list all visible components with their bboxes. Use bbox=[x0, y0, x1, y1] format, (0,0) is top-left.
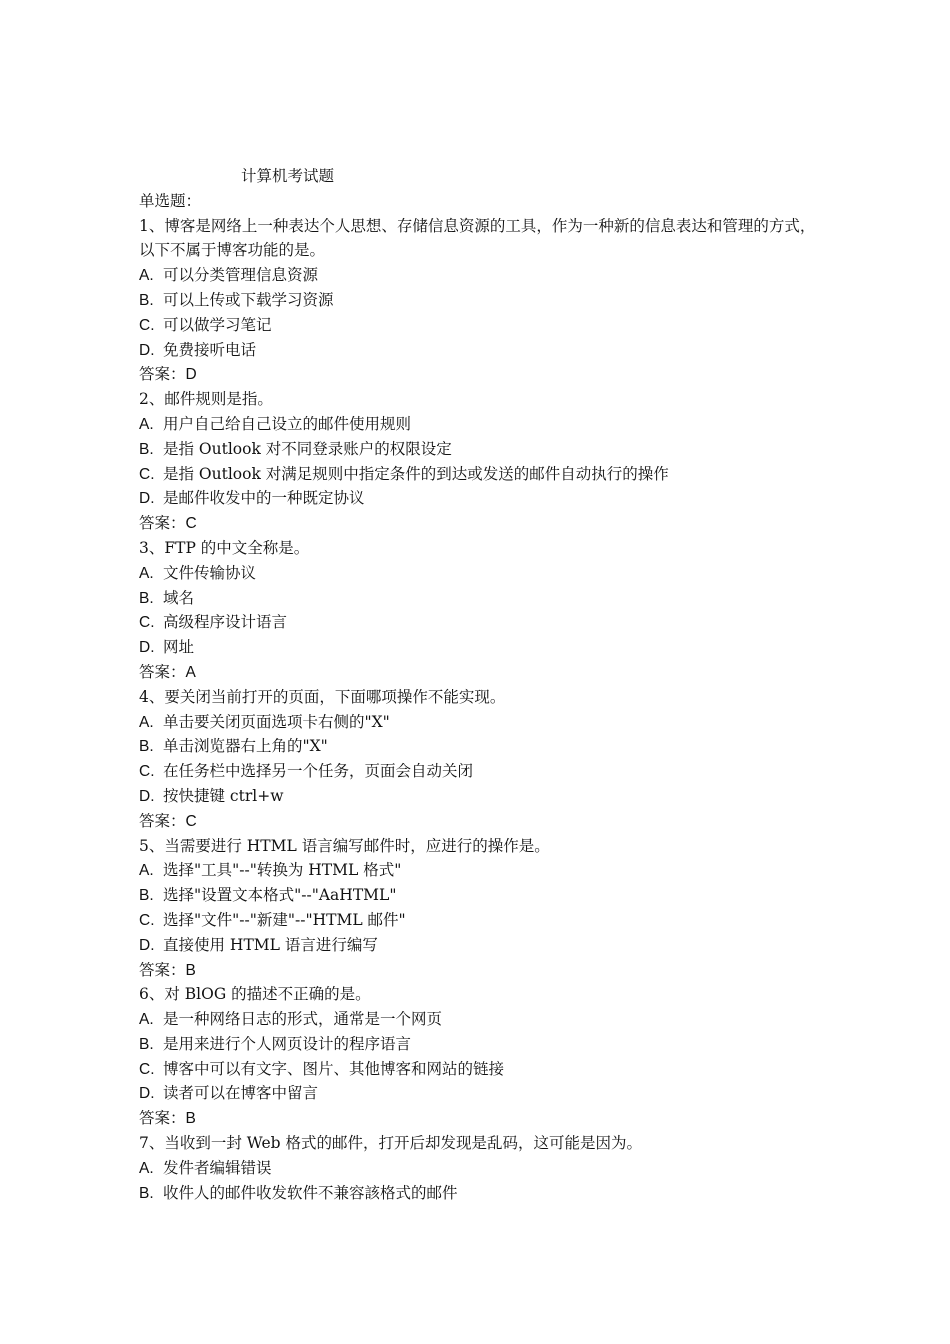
option-letter: A. bbox=[139, 267, 154, 285]
option-text: 选择"文件"--"新建"--"HTML 邮件" bbox=[163, 910, 406, 929]
option-text: 是指 Outlook 对不同登录账户的权限设定 bbox=[163, 439, 452, 458]
option-text: 读者可以在博客中留言 bbox=[163, 1084, 319, 1103]
option-letter: D. bbox=[139, 787, 155, 805]
option-row bbox=[139, 586, 829, 611]
option-letter: B. bbox=[139, 589, 154, 607]
answer-line bbox=[139, 958, 829, 983]
option-text: 用户自己给自己设立的邮件使用规则 bbox=[163, 414, 412, 433]
section-heading: 单选题： bbox=[139, 191, 202, 210]
option-letter: A. bbox=[139, 1011, 154, 1029]
option-letter: A. bbox=[139, 564, 154, 582]
option-row bbox=[139, 784, 829, 809]
question-block bbox=[139, 536, 829, 685]
answer-label: 答案： bbox=[139, 811, 186, 830]
option-row bbox=[139, 635, 829, 660]
option-text: 是一种网络日志的形式，通常是一个网页 bbox=[163, 1010, 443, 1029]
option-letter: B. bbox=[139, 887, 154, 905]
question-block bbox=[139, 982, 829, 1131]
option-row bbox=[139, 263, 829, 288]
option-row bbox=[139, 288, 829, 313]
option-letter: A. bbox=[139, 415, 154, 433]
question-block bbox=[139, 834, 829, 983]
answer-line bbox=[139, 660, 829, 685]
option-row bbox=[139, 486, 829, 511]
question-stem: 2、邮件规则是指。 bbox=[139, 390, 273, 409]
option-text: 在任务栏中选择另一个任务，页面会自动关闭 bbox=[163, 762, 474, 781]
option-letter: A. bbox=[139, 1159, 154, 1177]
option-letter: C. bbox=[139, 614, 155, 632]
option-letter: D. bbox=[139, 936, 155, 954]
option-row bbox=[139, 933, 829, 958]
option-letter: D. bbox=[139, 639, 155, 657]
answer-value: B bbox=[185, 1110, 196, 1128]
option-letter: C. bbox=[139, 1060, 155, 1078]
option-row bbox=[139, 1181, 829, 1206]
answer-label: 答案： bbox=[139, 1109, 186, 1128]
option-row bbox=[139, 883, 829, 908]
answer-value: C bbox=[185, 515, 197, 533]
option-text: 免费接听电话 bbox=[163, 340, 257, 359]
option-letter: C. bbox=[139, 316, 155, 334]
option-text: 发件者编辑错误 bbox=[163, 1158, 272, 1177]
answer-value: A bbox=[185, 663, 196, 681]
option-letter: B. bbox=[139, 291, 154, 309]
option-letter: B. bbox=[139, 1035, 154, 1053]
option-row bbox=[139, 1007, 829, 1032]
option-row bbox=[139, 759, 829, 784]
question-list bbox=[139, 214, 829, 1206]
document-title: 计算机考试题 bbox=[241, 167, 335, 185]
option-letter: B. bbox=[139, 738, 154, 756]
question-stem: 1、博客是网络上一种表达个人思想、存储信息资源的工具，作为一种新的信息表达和管理的方式，以下不属于博客功能的是。 bbox=[139, 216, 816, 260]
option-letter: C. bbox=[139, 465, 155, 483]
option-letter: B. bbox=[139, 440, 154, 458]
answer-label: 答案： bbox=[139, 514, 186, 533]
option-row bbox=[139, 734, 829, 759]
option-text: 博客中可以有文字、图片、其他博客和网站的链接 bbox=[163, 1059, 505, 1078]
option-text: 可以分类管理信息资源 bbox=[163, 266, 319, 285]
question-block bbox=[139, 387, 829, 536]
option-row bbox=[139, 610, 829, 635]
option-text: 域名 bbox=[163, 588, 195, 607]
option-text: 网址 bbox=[163, 638, 195, 657]
option-text: 是用来进行个人网页设计的程序语言 bbox=[163, 1034, 412, 1053]
question-block bbox=[139, 214, 829, 388]
option-text: 是指 Outlook 对满足规则中指定条件的到达或发送的邮件自动执行的操作 bbox=[163, 464, 669, 483]
option-text: 文件传输协议 bbox=[163, 563, 257, 582]
option-text: 直接使用 HTML 语言进行编写 bbox=[163, 935, 378, 954]
option-letter: C. bbox=[139, 911, 155, 929]
option-letter: A. bbox=[139, 862, 154, 880]
option-text: 单击要关闭页面选项卡右侧的"X" bbox=[163, 712, 390, 731]
option-row bbox=[139, 1032, 829, 1057]
answer-line bbox=[139, 511, 829, 536]
question-stem: 4、要关闭当前打开的页面，下面哪项操作不能实现。 bbox=[139, 687, 506, 706]
option-letter: A. bbox=[139, 713, 154, 731]
option-row bbox=[139, 313, 829, 338]
option-row bbox=[139, 462, 829, 487]
option-letter: C. bbox=[139, 763, 155, 781]
option-letter: D. bbox=[139, 341, 155, 359]
option-text: 选择"工具"--"转换为 HTML 格式" bbox=[163, 861, 402, 880]
option-row bbox=[139, 710, 829, 735]
question-stem: 6、对 BlOG 的描述不正确的是。 bbox=[139, 985, 371, 1004]
option-text: 按快捷键 ctrl+w bbox=[163, 786, 284, 805]
option-row bbox=[139, 437, 829, 462]
answer-line bbox=[139, 362, 829, 387]
option-text: 可以上传或下载学习资源 bbox=[163, 290, 334, 309]
option-text: 高级程序设计语言 bbox=[163, 613, 288, 632]
answer-line bbox=[139, 809, 829, 834]
question-stem: 7、当收到一封 Web 格式的邮件，打开后却发现是乱码，这可能是因为。 bbox=[139, 1134, 642, 1153]
question-stem: 5、当需要进行 HTML 语言编写邮件时，应进行的操作是。 bbox=[139, 836, 550, 855]
option-letter: D. bbox=[139, 490, 155, 508]
option-row bbox=[139, 908, 829, 933]
answer-label: 答案： bbox=[139, 365, 186, 384]
option-text: 可以做学习笔记 bbox=[163, 315, 272, 334]
option-text: 收件人的邮件收发软件不兼容該格式的邮件 bbox=[163, 1183, 458, 1202]
option-letter: B. bbox=[139, 1184, 154, 1202]
option-text: 选择"设置文本格式"--"AaHTML" bbox=[163, 886, 397, 905]
option-row bbox=[139, 412, 829, 437]
question-stem: 3、FTP 的中文全称是。 bbox=[139, 538, 310, 557]
option-row bbox=[139, 858, 829, 883]
document-body bbox=[139, 164, 829, 1205]
option-text: 是邮件收发中的一种既定协议 bbox=[163, 489, 365, 508]
answer-value: B bbox=[185, 961, 196, 979]
option-row bbox=[139, 1156, 829, 1181]
option-letter: D. bbox=[139, 1085, 155, 1103]
answer-line bbox=[139, 1106, 829, 1131]
question-block bbox=[139, 1131, 829, 1205]
answer-label: 答案： bbox=[139, 960, 186, 979]
option-row bbox=[139, 561, 829, 586]
answer-value: D bbox=[185, 366, 197, 384]
answer-label: 答案： bbox=[139, 662, 186, 681]
option-row bbox=[139, 338, 829, 363]
answer-value: C bbox=[185, 812, 197, 830]
question-block bbox=[139, 685, 829, 834]
option-row bbox=[139, 1081, 829, 1106]
option-text: 单击浏览器右上角的"X" bbox=[163, 737, 328, 756]
option-row bbox=[139, 1057, 829, 1082]
